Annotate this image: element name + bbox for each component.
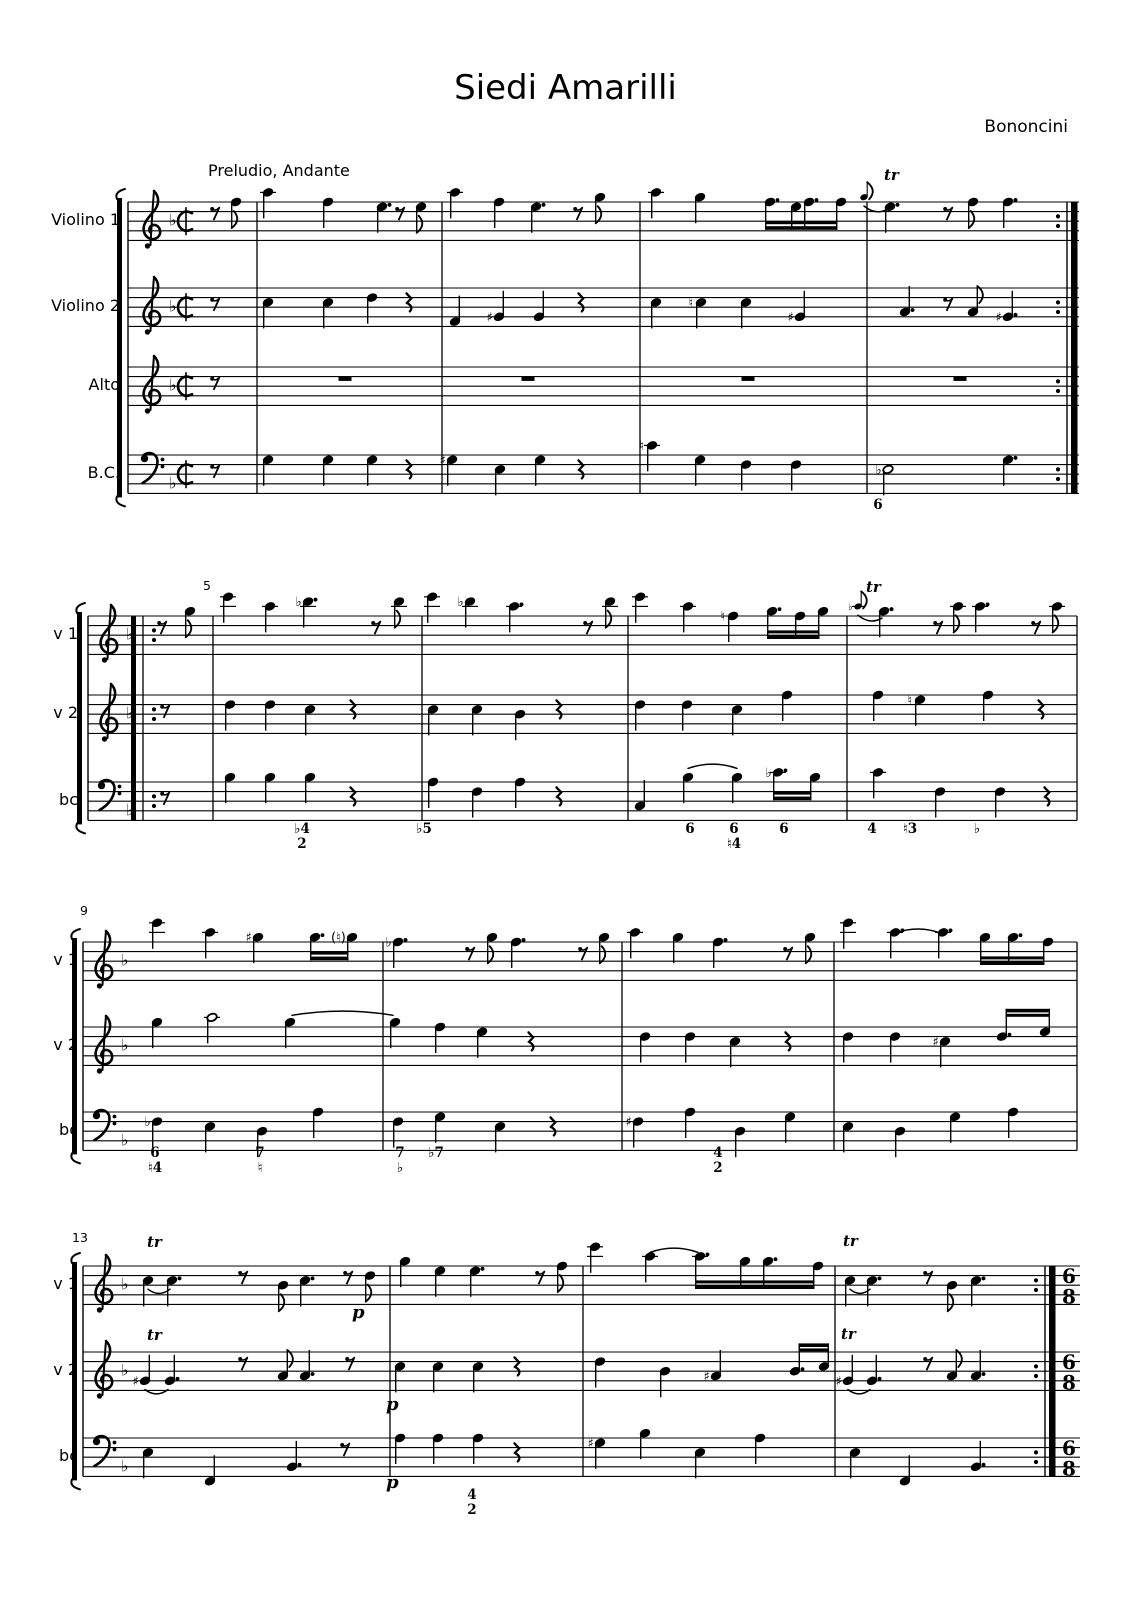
svg-text:♯: ♯ bbox=[486, 310, 493, 326]
staff-label: Violino 2 bbox=[51, 296, 120, 315]
staff-label: v 2 bbox=[53, 1360, 78, 1379]
measure-number: 13 bbox=[72, 1230, 88, 1245]
svg-text:♭: ♭ bbox=[121, 1456, 129, 1476]
svg-text:♮: ♮ bbox=[639, 438, 645, 454]
svg-text:6: 6 bbox=[1062, 1350, 1076, 1374]
svg-text:♭: ♭ bbox=[765, 765, 772, 781]
svg-text:8: 8 bbox=[1062, 1370, 1076, 1395]
figured-bass: 6 bbox=[779, 821, 789, 837]
trill-mark: tr bbox=[147, 1326, 162, 1344]
svg-text:♭: ♭ bbox=[121, 1274, 129, 1294]
figured-bass: ♭5 bbox=[416, 821, 432, 837]
svg-text:♮: ♮ bbox=[907, 693, 913, 709]
svg-text:♭: ♭ bbox=[169, 473, 177, 493]
svg-text:♭: ♭ bbox=[126, 800, 134, 820]
svg-text:♭: ♭ bbox=[121, 950, 129, 970]
svg-text:8: 8 bbox=[1062, 1456, 1076, 1481]
svg-text:6: 6 bbox=[1062, 1264, 1076, 1288]
svg-text:♭: ♭ bbox=[385, 935, 392, 951]
dynamic-mark: p bbox=[386, 1394, 399, 1415]
figured-bass: ♮3 bbox=[902, 821, 918, 837]
figured-bass: 7 ♭ bbox=[395, 1145, 405, 1176]
figured-bass: 6 bbox=[873, 497, 883, 513]
score-title: Siedi Amarilli bbox=[454, 68, 677, 108]
trill-mark: tr bbox=[866, 578, 881, 596]
staff-label: v 1 bbox=[53, 950, 78, 969]
staff-label: Alto bbox=[88, 375, 120, 394]
svg-text:♭: ♭ bbox=[295, 595, 302, 611]
measure-number: 9 bbox=[80, 903, 88, 918]
staff-label: Violino 1 bbox=[51, 210, 120, 229]
dynamic-mark: p bbox=[386, 1472, 399, 1493]
svg-text:8: 8 bbox=[1062, 1284, 1076, 1309]
svg-text:♭: ♭ bbox=[848, 601, 853, 613]
figured-bass: 4 bbox=[867, 821, 877, 837]
tempo-marking: Preludio, Andante bbox=[208, 161, 350, 180]
svg-text:♭: ♭ bbox=[121, 1130, 129, 1150]
svg-text:♭: ♭ bbox=[144, 1115, 151, 1131]
trill-mark: tr bbox=[843, 1232, 858, 1250]
svg-text:♭: ♭ bbox=[126, 624, 134, 644]
trill-mark: tr bbox=[841, 1325, 856, 1343]
figured-bass: ♭ bbox=[973, 821, 981, 837]
figured-bass: 4 2 bbox=[467, 1487, 477, 1518]
staff-label: v 1 bbox=[53, 1274, 78, 1293]
figured-bass: 6 bbox=[685, 821, 695, 837]
figured-bass: 6 ♮4 bbox=[147, 1145, 163, 1176]
figured-bass: 6 ♮4 bbox=[726, 821, 742, 852]
svg-text:♯: ♯ bbox=[787, 310, 794, 326]
svg-text:♯: ♯ bbox=[835, 1374, 842, 1390]
svg-text:♯: ♯ bbox=[703, 1369, 710, 1385]
composer-name: Bononcini bbox=[984, 117, 1068, 137]
figured-bass: ♭4 2 bbox=[294, 821, 310, 852]
figured-bass: 4 2 bbox=[713, 1145, 723, 1176]
svg-text:♯: ♯ bbox=[132, 1374, 139, 1390]
figured-bass: ♭7 bbox=[428, 1145, 444, 1161]
svg-text:♯: ♯ bbox=[625, 1115, 632, 1131]
figured-bass: 7 ♮ bbox=[255, 1145, 265, 1176]
svg-text:♮: ♮ bbox=[688, 295, 694, 311]
svg-text:♯: ♯ bbox=[245, 930, 252, 946]
svg-text:♭: ♭ bbox=[169, 375, 177, 395]
staff-label: v 2 bbox=[53, 703, 78, 722]
svg-text:♭: ♭ bbox=[875, 462, 882, 478]
svg-text:♭: ♭ bbox=[121, 1360, 129, 1380]
staff-label: v 2 bbox=[53, 1035, 78, 1054]
svg-text:♯: ♯ bbox=[587, 1436, 594, 1452]
svg-text:♯: ♯ bbox=[439, 453, 446, 469]
svg-text:♭: ♭ bbox=[126, 703, 134, 723]
measure-number: 5 bbox=[203, 578, 211, 593]
svg-text:♭: ♭ bbox=[169, 296, 177, 316]
staff-label: B.C. bbox=[87, 463, 120, 482]
dynamic-mark: p bbox=[352, 1302, 365, 1323]
svg-text:♮: ♮ bbox=[720, 609, 726, 625]
staff-label: bc bbox=[59, 790, 78, 809]
trill-mark: tr bbox=[884, 166, 899, 184]
svg-text:♭: ♭ bbox=[457, 595, 464, 611]
trill-mark: tr bbox=[147, 1233, 162, 1251]
staff-label: bc bbox=[59, 1120, 78, 1139]
staff-label: bc bbox=[59, 1446, 78, 1465]
svg-text:6: 6 bbox=[1062, 1436, 1076, 1460]
svg-text:♭: ♭ bbox=[121, 1035, 129, 1055]
svg-text:♯: ♯ bbox=[995, 310, 1002, 326]
svg-text:♯: ♯ bbox=[932, 1034, 939, 1050]
svg-text:♭: ♭ bbox=[169, 210, 177, 230]
staff-label: v 1 bbox=[53, 624, 78, 643]
svg-text:(♮): (♮) bbox=[331, 930, 346, 946]
